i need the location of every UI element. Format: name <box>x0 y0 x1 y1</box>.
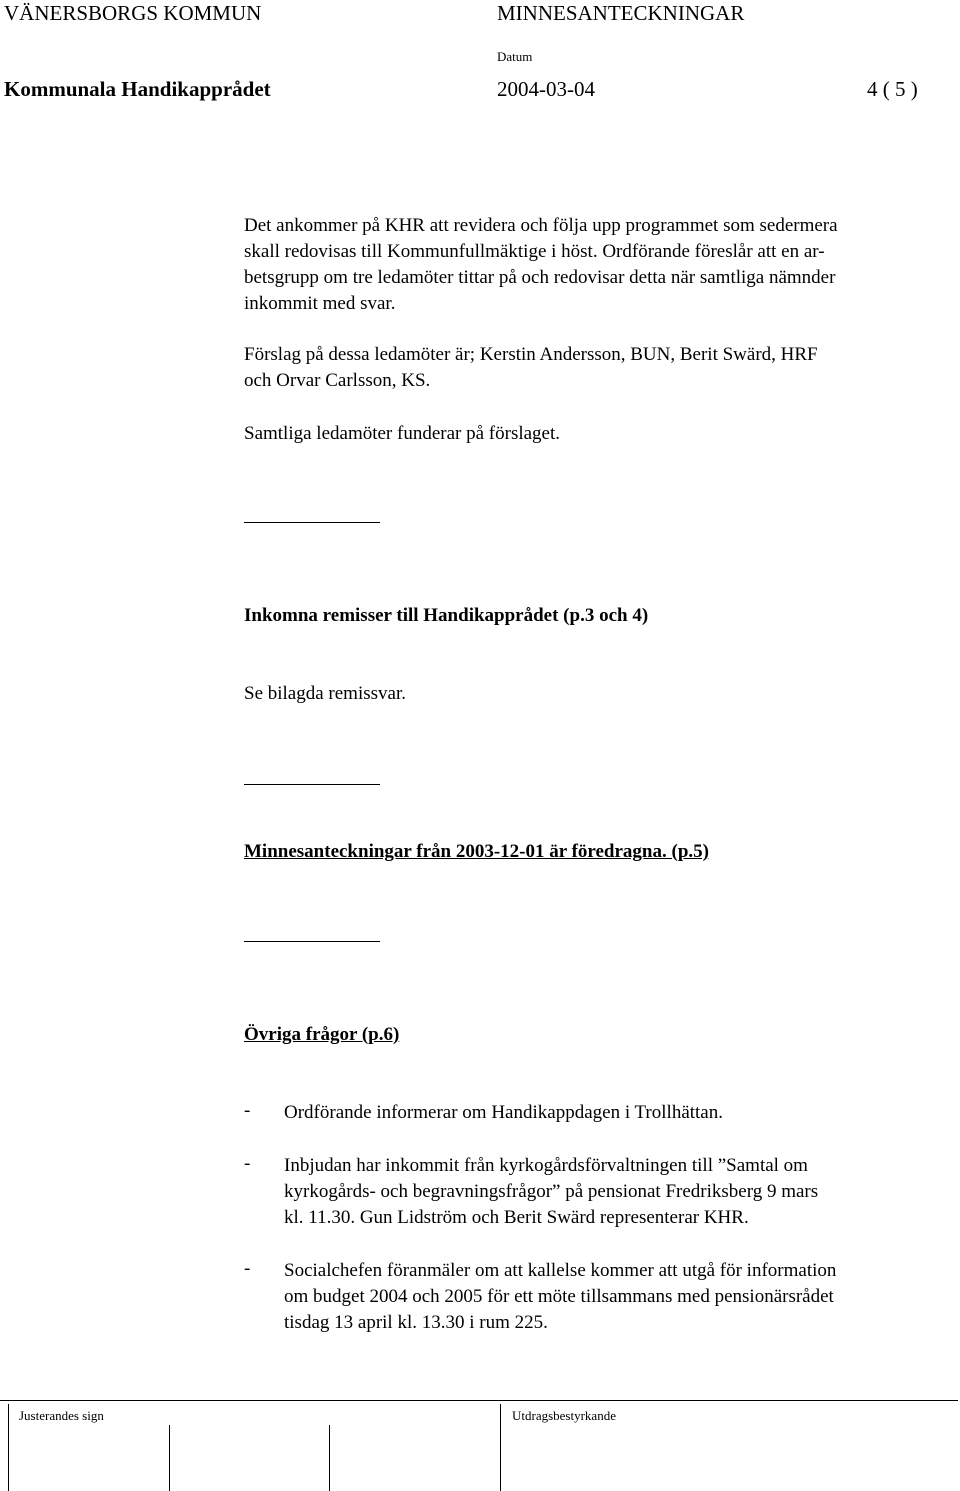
committee-name: Kommunala Handikapprådet <box>4 77 271 101</box>
section-separator <box>244 522 380 523</box>
text-line: betsgrupp om tre ledamöter tittar på och redovisar detta när samtliga nämnder <box>244 267 836 288</box>
footer-border <box>169 1425 170 1491</box>
doc-type: MINNESANTECKNINGAR <box>497 1 745 25</box>
text-line: Det ankommer på KHR att revidera och följa upp programmet som sedermera <box>244 215 838 236</box>
text-line: Socialchefen föranmäler om att kallelse kommer att utgå för information <box>284 1260 837 1281</box>
bullet-dash: - <box>244 1153 251 1174</box>
meeting-date: 2004-03-04 <box>497 77 595 101</box>
text-line: kyrkogårds- och begravningsfrågor” på pensionat Fredriksberg 9 mars <box>284 1181 819 1202</box>
paragraph-proposal <box>244 342 818 394</box>
text-line: skall redovisas till Kommunfullmäktige i höst. Ordförande föreslår att en ar- <box>244 241 825 262</box>
page-number: 4 ( 5 ) <box>867 77 918 101</box>
text-line: om budget 2004 och 2005 för ett möte tillsammans med pensionärsrådet <box>284 1286 834 1307</box>
paragraph-revision <box>244 213 838 317</box>
footer-top-rule <box>0 1400 958 1401</box>
org-name: VÄNERSBORGS KOMMUN <box>4 1 262 25</box>
text-line: inkommit med svar. <box>244 293 396 314</box>
footer-border <box>500 1404 501 1491</box>
remisser-text: Se bilagda remissvar. <box>244 683 406 704</box>
paragraph-consideration: Samtliga ledamöter funderar på förslaget. <box>244 423 561 444</box>
list-item <box>284 1258 836 1336</box>
datum-label: Datum <box>497 49 533 64</box>
heading-minnesanteckningar: Minnesanteckningar från 2003-12-01 är föredragna. (p.5) <box>244 841 709 862</box>
list-item <box>284 1100 723 1126</box>
text-line: Förslag på dessa ledamöter är; Kerstin Andersson, BUN, Berit Swärd, HRF <box>244 344 818 365</box>
heading-remisser: Inkomna remisser till Handikapprådet (p.3 och 4) <box>244 605 649 626</box>
heading-ovriga-fragor: Övriga frågor (p.6) <box>244 1024 400 1045</box>
text-line: kl. 11.30. Gun Lidström och Berit Swärd representerar KHR. <box>284 1207 749 1228</box>
text-line: och Orvar Carlsson, KS. <box>244 370 431 391</box>
bullet-dash: - <box>244 1100 251 1121</box>
footer-border <box>329 1425 330 1491</box>
justerandes-sign-label: Justerandes sign <box>19 1408 104 1423</box>
footer-border <box>8 1404 9 1491</box>
list-item <box>284 1153 818 1231</box>
utdragsbestyrkande-label: Utdragsbestyrkande <box>512 1408 616 1423</box>
section-separator <box>244 941 380 942</box>
bullet-dash: - <box>244 1258 251 1279</box>
text-line: Ordförande informerar om Handikappdagen i Trollhättan. <box>284 1102 723 1123</box>
section-separator <box>244 784 380 785</box>
text-line: Inbjudan har inkommit från kyrkogårdsförvaltningen till ”Samtal om <box>284 1155 808 1176</box>
text-line: tisdag 13 april kl. 13.30 i rum 225. <box>284 1312 548 1333</box>
